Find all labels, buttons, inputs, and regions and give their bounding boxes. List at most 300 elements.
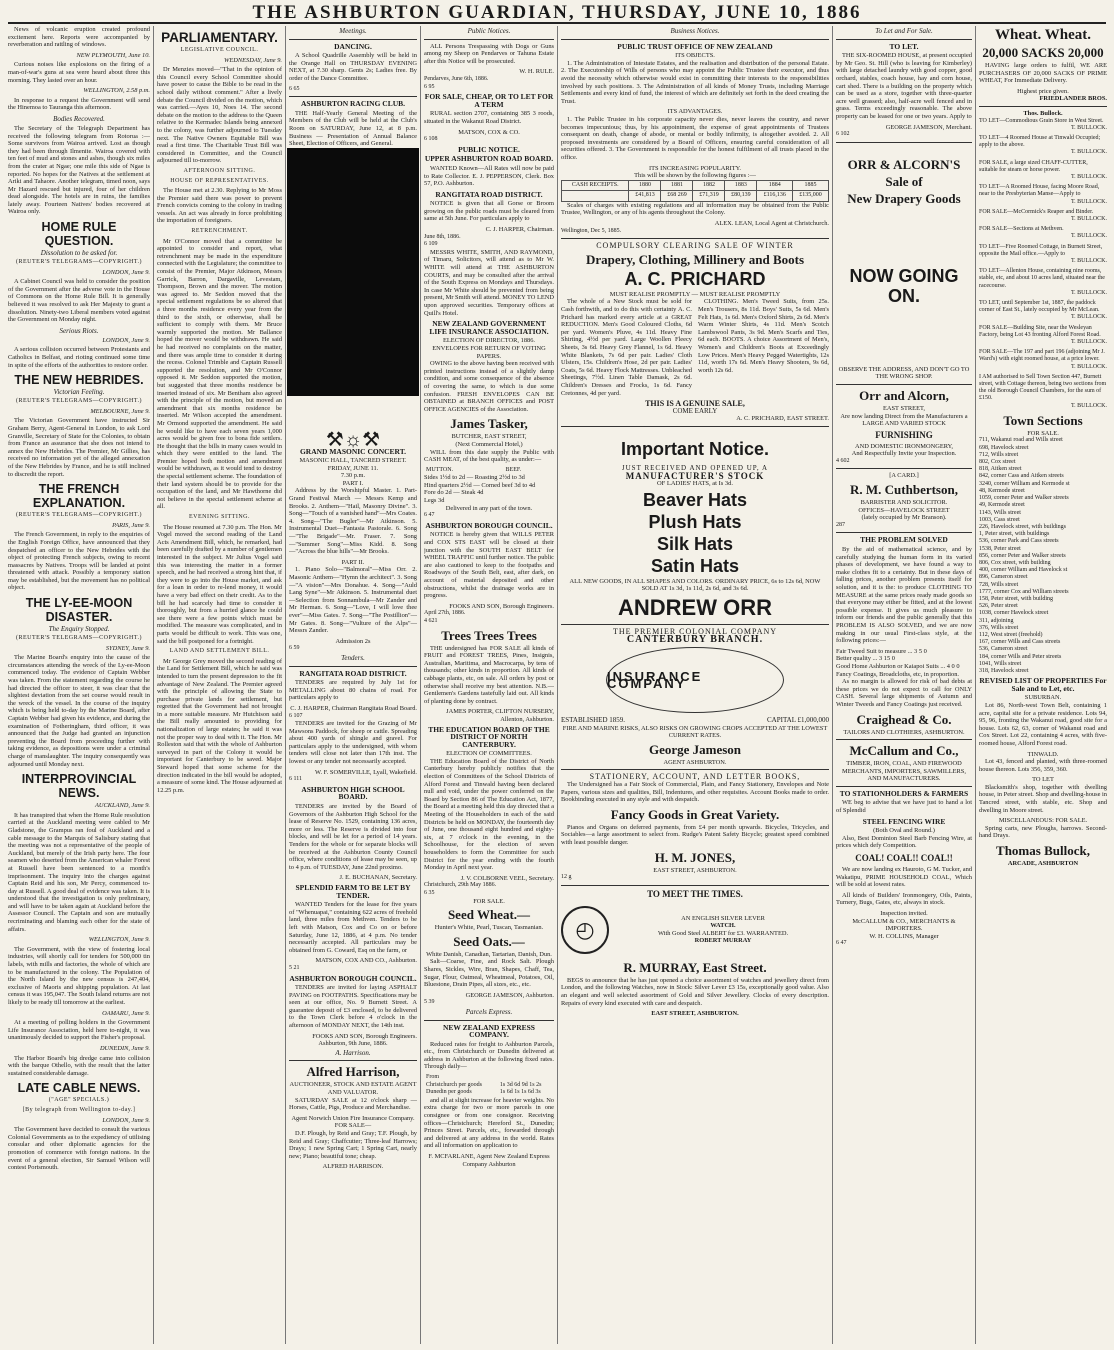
column-bullock (979, 26, 1107, 1344)
ad-kicker: [A CARD.] (889, 472, 919, 480)
ad-text: With Good Steel ALBERT for £3. WARRANTED. (657, 929, 789, 937)
ad-title: REVISED LIST OF PROPERTIES For Sale and to Let, etc. (979, 676, 1107, 693)
ad-signature: McCALLUM & CO., MERCHANTS & IMPORTERS. (852, 917, 956, 933)
ad-text: White Danish, Canadian, Tartarian, Danish, Dun. (426, 950, 552, 958)
ad-text: Hunter's White, Pearl, Tuscan, Tasmanian. (434, 924, 544, 932)
ad-subtitle: Thos. Bullock. (1023, 109, 1063, 117)
section-item: 856, corner Peter and Walker streets (979, 552, 1066, 559)
table-cell: £135,000 (793, 191, 829, 202)
ad-name: ANDREW ORR (618, 594, 772, 620)
rates-values: 1s 3d 6d 9d 1s 2s (499, 1081, 542, 1088)
masthead: THE ASHBURTON GUARDIAN, THURSDAY, JUNE 10, 1886 (8, 2, 1106, 24)
section-item: 400, corner William and Havelock st (979, 567, 1068, 574)
hat-item: Silk Hats (656, 533, 734, 554)
dateline: DUNEDIN, June 9. (99, 1044, 150, 1052)
listing-text: TO LET—Commodious Grain Store in West Street. (979, 117, 1104, 124)
ad-text: By the aid of mathematical science, and by carefully studying the human form in its varied phases of development, we have found a way to make clothes fit to a certainty. But in these days of falling prices, another problem presents itself for solution, and it is the: to produce CLOTHING TO MEASURE at the same prices ready made goods so that everyone may either be fitted, and at the lowest possible expense. It gives us much pleasure to inform our friends and the public generally that this PROBLEM IS ALSO SOLVED, and we are now making in our usual First-class style, at the following prices:— (836, 546, 972, 645)
listing-text: TO LET, until September 1st, 1887, the paddock corner of East St., lately occupied by Mr McLean. (979, 300, 1100, 314)
ad-headline: Sale of (885, 173, 923, 189)
ad-text: OWING to the above having been received with printed instructions instead of a slightly damp condition, and some consequence of the absence of covering the same, to which is due some confusion. FRESH ENVELOPES CAN BE OBTAINED at BRANCH OFFICES and POST OFFICE AGENCIES of the Association. (424, 360, 554, 413)
table-cell: £116,136 (757, 191, 793, 202)
ad-text: Agent Norwich Union Fire Insurance Company. (291, 1114, 415, 1122)
section-label: To Let and For Sale. (875, 27, 933, 35)
ad-code: 6 102 (836, 131, 850, 138)
ad-title: UPPER ASHBURTON ROAD BOARD. (424, 154, 554, 164)
news-paragraph: The Government have decided to consult the various Colonial Governments as to the expediency of utilising consular and other diplomatic agencies for the promotion of commerce with foreign nations. In the event of a general election, Sir Samuel Wilson will contest Portsmouth. (8, 1126, 150, 1172)
subheading: Victorian Feeling. (53, 388, 105, 397)
ad-name: Thomas Bullock, (996, 843, 1090, 859)
ad-signature: F. MCFARLANE, Agent New Zealand Express Company Ashburton (428, 1153, 550, 1168)
list-item (979, 300, 1107, 322)
section-item: 1143, Wills street (979, 509, 1021, 516)
ad-text: Salt—Coarse, Fine, and Rock Salt. Plough Shares, Sickles, Wire, Bran, Shapes, Chaff, Tea, Sugar, Flour, Oatmeal, Wheatmeal, Potatoes, Oil, Bluestone, Drain Pipes, all sizes, etc., etc. (424, 958, 554, 989)
price-line: Good Home Ashburton or Kaiapoi Suits ... 4 0 0 (836, 662, 960, 670)
ad-name: McCallum and Co., (849, 743, 959, 759)
list-item (979, 184, 1107, 206)
ad-title: TO LET. (889, 41, 919, 51)
section-item: 536, corner Park and Cass streets (979, 538, 1059, 545)
ad-text: OF LADIES' HATS, at Is 3d. (656, 480, 734, 488)
news-paragraph: The Marine Board's enquiry into the cause of the circumstances attending the wreck of the Ly-ee-Moon commenced today. The evidence of Captain Webber was taken. From the statement regarding the course he had directed the officer to steer, it was clear that the slightest deviation from the set course would result in the wreck of the vessel. In the course of the inquiry which is being held to-day by the Marine Board, after Captain Webber had given his evidence, and during the examination of Fotheringham, third officer, it was announced that the Judge had granted an injunction preventing the Board from proceeding further with taking evidence, as depositions were under a criminal charge of manslaughter. The inquiry consequently was adjourned until Monday next. (8, 654, 150, 768)
programme-part: PART I. (342, 479, 364, 487)
ad-title: DANCING. (334, 41, 372, 51)
ad-code: June 8th, 1886. (424, 233, 461, 240)
table-header: 1884 (757, 180, 793, 191)
price-line: Fancy Coatings, Broadcloths, etc, in proportion. (836, 670, 960, 678)
ad-name: Craighead & Co. (856, 711, 952, 727)
price-line: Fair Tweed Suit to measure ... 3 5 0 (836, 647, 927, 655)
ad-subtitle: OFFICES—HAVELOCK STREET (858, 506, 950, 514)
ad-title: GRAND MASONIC CONCERT. (299, 446, 407, 456)
programme-part: PART II. (341, 558, 365, 566)
ad-kicker: COMPULSORY CLEARING SALE OF WINTER (596, 241, 794, 251)
section-title: EVENING SITTING. (189, 514, 250, 521)
ad-headline: Town Sections (1003, 412, 1083, 428)
headline-parliamentary: PARLIAMENTARY. (161, 30, 278, 45)
dateline: NEW PLYMOUTH, June 10. (76, 51, 150, 59)
ad-code: 4 621 (424, 617, 438, 624)
ad-signature: W. F. SOMERVILLE, Lyall, Wakefield. (315, 768, 417, 776)
ad-headline: ORR & ALCORN'S (847, 156, 961, 172)
table-header: CASH RECEIPTS. (562, 180, 629, 191)
kicker: (REUTER'S TELEGRAMS—COPYRIGHT.) (15, 635, 143, 642)
ad-subtitle: MISCELLANEOUS: FOR SALE. (998, 817, 1088, 825)
established: ESTABLISHED 1859. (561, 716, 625, 725)
kicker: (REUTER'S TELEGRAMS—COPYRIGHT.) (15, 259, 143, 266)
ad-code: 6 59 (289, 645, 300, 652)
report-paragraph: The House resumed at 7.30 p.m. The Hon. Mr Vogel moved the second reading of the Land Acts Amendment Bill, which, he remarked, had been carefully drafted by a number of gentlemen interested in the subject. Mr Julius Vogel said this was interesting the matter in a former speech, and he had received a strong hint that, if they were to go into the House market, and ask for a loan in order to re-lend money, it would have a very bad effect on their credit. As to the bill he had scarcely had time to consider it thoroughly, but from a hurried glance he could see there were a few points which must be modified. The measure was complicated, and in parts would be difficult to work. This was one, said the bill postponed for a fortnight. (157, 523, 282, 645)
ad-text: WANTED Known—All Rates will now be paid to Rate Collector. E. J. PEPPERSON, Clerk. Box 57, P.O. Ashburton. (424, 164, 554, 188)
table-cell: £68 269 (661, 191, 693, 202)
table-cell: £41,813 (629, 191, 661, 202)
section-item: 698, Havelock street (979, 444, 1029, 451)
ad-signature: MATSON, COX AND CO., Ashburton. (315, 957, 417, 965)
ad-code: 5 21 (289, 964, 300, 971)
column-to-let (836, 26, 972, 1344)
ad-title: SPLENDID FARM TO BE LET BY TENDER. (295, 882, 411, 900)
ad-text: THE undersigned has FOR SALE all kinds of FRUIT and FOREST TREES, Pines, Insignis, Australian, Maritima, and Macrocarpa, by tens of thousands; other kinds in proportion. All kinds of cabbage plants, etc, on sale. All orders by post or otherwise shall receive my best attention. N.B.—Gentlemen's Gardens tastefully laid out. All kinds of planting done by contract. (424, 644, 554, 705)
kicker: ("AGE" SPECIALS.) (48, 1097, 110, 1104)
ad-text: CLOTHING. Men's Tweed Suits, from 25s. Men's Trousers, 8s 11d. Boys' Suits, 5s 6d. Men's Felt Hats, 1s 6d. Men's Oxford Shirts, 2s 6d. Men's Warm Winter Shirts, 4s 11d. Men's Scotch Lambswool Pants, 3s 9d. Men's Scarfs and Ties, 6d each. BOOTS. A choice Assortment of Men's, Women's and Children's Boots at Exceedingly Low Prices. Men's Heavy Pegged Watertights, 12s 11d, worth 17s 6d. Men's Heavy Shooters, 9s 6d, worth 12s 6d. (698, 298, 829, 374)
ad-subtitle: AUCTIONEER, STOCK AND ESTATE AGENT AND VALUATOR. (289, 1081, 417, 1097)
ad-text: The whole of a New Stock must be sold for Cash forthwith, and to do this with certainty A. C. Prichard has marked every article at a GREAT REDUCTION. Men's Good Coloured Cloths, 6d per yard. Women's Pluve, 4s 11d. Heavy Fine Shirting, 4½d per yard. Large Woollen Fleecy Sheets, 3s 6d. Heavy Grey Flannel, 1s 6d. Heavy White Blankets, 7s 6d per pair. Ladies' Cloth Ulsters, 15s. Children's Hose, 2d per pair. Ladies' Coats, 5s 6d. Heavy Flock Mattresses. Unbleached Sheetings, 7½d. Linen Table Damask, 2s 6d. Children's Dresses and Frocks, 1s 6d. Fancy Cretonnes, 4d per yard. (561, 298, 692, 397)
list-item (979, 118, 1107, 132)
programme-items: Address by the Worshipful Master. 1. Part-Grand Festival March — Messrs Kemp and Brooks. 2. Anthem—"Hail, Masonry Divine". 3. Song—"Touch of a vanished hand"—Mrs Coates. 4. Song—"The Bugler"—Mr Atkinson. 5. Instrumental Duet—Fantasia Pastorale. 6. Song—"The Brigade"—Mr. Fraser. 7. Song—"Summer Song"—Miss Kidd. 8. Song—"Across the blue hills"—Mr Brooks. (289, 487, 417, 556)
ad-signature: ALEX. LEAN, Local Agent at Christchurch. (714, 220, 829, 228)
section-item: 318, Havelock street (979, 667, 1029, 674)
dateline: OAMARU, June 9. (102, 1009, 150, 1017)
ad-text: Blacksmith's shop, together with dwelling house, in Peter street. Shop and dwelling-house in Tancred street, with stable, etc. Shop and dwelling in Moore street. (979, 783, 1107, 814)
kicker: (REUTER'S TELEGRAMS—COPYRIGHT.) (15, 512, 143, 519)
section-title: AFTERNOON SITTING. (183, 167, 256, 174)
ad-title: Seed Wheat.— (447, 907, 531, 923)
ad-callout: THIS IS A GENUINE SALE, (645, 399, 745, 409)
news-paragraph: It has transpired that when the Home Rule resolution carried at the Auckland meeting were cabled to Mr Gladstone, the Grampus ran foul of Auckland and a cable message to the Marquis of Salisbury stating that the meeting was not a representative of the people of Auckland, but merely of the Irish party here. The four seamen who deserted from the American whaler Forest at Russell have been sentenced to a month's imprisonment. The inquiry into the charges against Captain Reid and his son, Mr Percy, commenced to-day at Russell. A good deal of evidence was taken. It is understood that the investigation is only preliminary, and will have to be taken again at Auckland before the Assessor Council. The Captain and son are mutually recriminating and blaming each other for the state of affairs. (8, 811, 150, 933)
ad-subtitle: FURNISHING (875, 429, 933, 440)
dateline: WELLINGTON, 2.58 p.m. (83, 87, 150, 95)
column-news (8, 26, 150, 1344)
section-item: 112, West street (freehold) (979, 631, 1043, 638)
ad-text: TENDERS are invited for laying ASPHALT PAVING on FOOTPATHS. Specifications may be seen at our office, No. 9 Burnett Street. A guarantee deposit of £3 enclosed, to be delivered to the Town Clerk before 4 o'clock in the afternoon of MONDAY NEXT, the 14th inst. (289, 984, 417, 1030)
rates-label: Christchurch per goods (426, 1081, 482, 1088)
section-label: Public Notices. (467, 27, 511, 35)
rates-table (424, 1074, 554, 1097)
ad-subtitle: ELECTION OF COMMITTEES. (446, 750, 532, 758)
ad-text: SATURDAY SALE at 12 o'clock sharp —Horses, Cattle, Pigs, Produce and Merchandise. (289, 1096, 417, 1112)
ad-name: George Jameson (648, 741, 742, 757)
ad-code: 6 109 (424, 241, 438, 248)
ad-text: NOTICE is given that all Gorse or Broom growing on the public roads must be cleared from same at 5th June. For particulars apply to (424, 200, 554, 223)
listing-text: TO LET—Allenton House, containing nine rooms, stable, etc, and about 10 acres land, situated near the racecourse. (979, 268, 1105, 289)
section-item: 728, Wills street (979, 581, 1019, 588)
list-item (979, 244, 1107, 266)
section-label: Tenders. (341, 653, 365, 662)
price-row: Hind quarters 2½d — Corned beef 3d to 4d (424, 481, 536, 489)
ad-text: Delivered in any part of the town. (445, 504, 533, 512)
ad-subtitle: (Next Commercial Hotel,) (455, 440, 523, 448)
ad-signature: EAST STREET, ASHBURTON. (651, 1010, 739, 1018)
dateline: WELLINGTON, June 9. (88, 936, 150, 944)
listing-text: FOR SALE, a large sized CHAFF-CUTTER, suitable for steam or horse power. (979, 159, 1088, 173)
ad-title: TO STATIONHOLDERS & FARMERS (839, 788, 969, 798)
ad-title: THE PREMIER COLONIAL COMPANY (612, 626, 778, 636)
ad-signature: T. BULLOCK. (1070, 258, 1107, 265)
ad-text: Spring carts, new Ploughs, harrows. Second-hand Drays. (979, 824, 1107, 840)
section-label: Meetings. (339, 27, 367, 35)
kicker: (REUTER'S TELEGRAMS—COPYRIGHT.) (15, 398, 143, 405)
table-header: 1882 (693, 180, 725, 191)
list-item (979, 268, 1107, 297)
ad-subtitle: ENVELOPES FOR RETURN OF VOTING PAPERS. (432, 344, 546, 360)
section-title: RETRENCHMENT. (191, 228, 248, 235)
ad-signature: T. BULLOCK. (1070, 289, 1107, 296)
ad-code: 287 (836, 521, 845, 528)
column-public-notices (424, 26, 554, 1344)
listing-text: FOR SALE—The 197 and part 196 (adjoining Mr J. Ward's) with eight roomed house, at a price lower. (979, 349, 1105, 363)
ad-text: Lot 86, North-west Town Belt, containing 1 acre, capital site for a private residence. Lots 94, 95, 96, fronting the Wakanui road, good site for a house. Lots 62, 63, corner of Wakanui road and Cox Street. Lot 22, containing 4 acres, with five-roomed house, Alford Forest road. (979, 701, 1107, 747)
ad-code: 6 108 (424, 136, 438, 143)
ad-text: Lot 43, fenced and planted, with three-roomed house thereon. Lots 356, 359, 360. (979, 758, 1107, 773)
section-item: 712, Wills street (979, 451, 1019, 458)
table-header: 1885 (793, 180, 829, 191)
ad-signature: T. BULLOCK. (1070, 216, 1107, 222)
ad-text: TENDERS are invited for the Grazing of Mr Mawsons Paddock, for sheep or cattle. Spreading about 400 yards of shingle and gravel. For particulars apply to the undersigned, with whom tenders will close not later than 17th inst. The lowest or any tender not necessarily accepted. (289, 720, 417, 766)
list-item (979, 226, 1107, 240)
ad-subtitle: EAST STREET, (882, 404, 925, 412)
ad-code: Pendarves, June 6th, 1886. (424, 75, 489, 82)
ad-signature: T. BULLOCK. (1070, 149, 1107, 156)
ad-text: OBSERVE THE ADDRESS, AND DON'T GO TO THE WRONG SHOP. (838, 365, 970, 381)
headline-interprovincial: INTERPROVINCIAL NEWS. (21, 772, 137, 801)
ad-text: All kinds of Builders' Ironmongery, Oils, Paints, Turnery, Bugs, Gates, etc, always in stock. (836, 891, 972, 907)
capital: CAPITAL £1,000,000 (767, 716, 829, 725)
table-cell: £80,139 (725, 191, 757, 202)
ad-signature: T. BULLOCK. (1070, 173, 1107, 180)
ad-name: R. M. Cuthbertson, (850, 482, 958, 498)
ad-text: (lately occupied by Mr Branson). (861, 514, 947, 522)
masonic-emblem-icon: ⚒☼⚒ (325, 428, 381, 451)
section-item: 818, Aitken street (979, 466, 1022, 473)
ad-code: Wellington, Dec 5, 1885. (561, 227, 622, 234)
ad-text: WILL from this date supply the Public with CASH MEAT, of the best quality, as under:— (424, 448, 554, 464)
ad-subtitle: TIMBER, IRON, COAL, AND FIREWOOD MERCHANTS, IMPORTERS, SAWMILLERS, AND MANUFACTURERS. (842, 760, 966, 783)
dateline: LONDON, June 9. (102, 1116, 150, 1124)
ad-text: TENDERS are required by July 1st for METALLING about 80 chains of road. For particulars apply to (289, 679, 417, 702)
column-parliamentary (157, 26, 282, 1344)
intro-text: News of volcanic eruption created profound excitement here. Reports were accompanied by reverberation and rattling of windows. (8, 26, 150, 49)
ad-subtitle: TAILORS AND CLOTHIERS, ASHBURTON. (843, 728, 965, 736)
dateline: SYDNEY, June 9. (105, 644, 150, 652)
news-paragraph: A Cabinet Council was held to consider the position of the Government after the adverse vote in the House of Commons on the Home Rule Bill. It is generally believed it was resolved to ask Her Majesty to grant a dissolution. Ninety-two Liberal members voted against the Government on Monday night. (8, 278, 150, 324)
ad-text: BEGS to announce that he has just opened a choice assortment of watches and jewellery direct from London, and the following Watches, now in Stock: Silver Lever £3 15s, exceptionally good value. Also an elegant and well selected assortment of Gold and Silver Jewellery. Clocks of every description. Repairs of every kind executed with care and despatch. (561, 976, 829, 1007)
ad-text: and all at slight increase for heavier weights. No extra charge for two or more parcels in one consignee or from one consignor. Receiving offices—Christchurch; Hereford St., Dunedin; Princes Street. Parcels, etc., forwarded through and delivered at any address in the world. Rates and all information on application to (424, 1096, 554, 1150)
table-header: 1881 (661, 180, 693, 191)
ad-signature: GEORGE JAMESON, Merchant. (885, 123, 972, 131)
ad-title: James Tasker, (450, 416, 528, 432)
headline-lyeemoon: THE LY-EE-MOON DISASTER. (25, 596, 133, 625)
ad-title: ASHBURTON HIGH SCHOOL BOARD. (301, 784, 405, 802)
section-item: 711, Wakanui road and Wills street (979, 437, 1063, 444)
list-item (979, 135, 1107, 157)
ad-code: 12 g (561, 874, 572, 881)
section-item: 1003, Cass street (979, 516, 1020, 523)
ad-text: THE Education Board of the District of North Canterbury hereby publicly notifies that the election of Committees of the School Districts of Alford Forest and Tinwald having been declared null and void, under the power conferred on the Board by Section 86 of The Education Act, 1877, the Board at a meeting held this day directed that a Meeting of the Householders in each of the said Districts be held on MONDAY, the fourteenth day of June, one thousand eight hundred and eighty-six, at 7 o'clock in the evening, in the Schoolhouse, for the election of seven householders to form the Committee for such District for the year ending with the fourth Monday in April next year. (424, 757, 554, 872)
section-item: 158, Peter street, with building (979, 595, 1053, 602)
ad-text: THE SIX-ROOMED HOUSE, at present occupied by Mr Geo. St. Hill (who is leaving for Kimberley) with large detached laundry with good copper, good orchard, stables, coach house, hay and corn house, cart shed. There is a building on the property which can be used as a store, together with three-quarter acre well grassed; also, half-acre well fenced and in grass. Terms exceedingly reasonable. The above property can be leased for one or two years. Apply to (836, 52, 972, 120)
ad-signature: FRIEDLANDER BROS. (1039, 95, 1107, 103)
ad-subtitle: ELECTION OF DIRECTOR, 1886. (442, 337, 535, 345)
ad-text: HAVING large orders to fulfil, WE ARE PURCHASERS OF 20,000 SACKS OF PRIME WHEAT, For Immediate Delivery. (979, 62, 1107, 85)
price-col-header: BEEF. (505, 466, 522, 473)
ad-title: TO MEET THE TIMES. (647, 888, 743, 899)
section-item: 802, Cox street (979, 459, 1016, 466)
subheading: Serious Riots. (59, 326, 99, 335)
ad-signature: T. BULLOCK. (1070, 402, 1107, 409)
section-item: 49, Kermode street (979, 502, 1025, 509)
ad-text: ALL NEW GOODS, IN ALL SHAPES AND COLORS. ORDINARY PRICE, 6s to 12s 6d, NOW SOLD AT 1s 3d, 1s 11d, 2s 6d, and 3s 6d. (569, 577, 821, 593)
ad-text: This will be shown by the following figures :— (634, 172, 756, 180)
section-label: Parcels Express. (465, 1007, 513, 1016)
receipts-table (561, 180, 829, 202)
listing-text: FOR SALE—McCormick's Reaper and Binder. (979, 208, 1094, 215)
ad-title: STEEL FENCING WIRE (862, 816, 946, 826)
list-item (979, 160, 1107, 182)
ad-text: Also, Best Dominion Steel Barb Fencing Wire, at prices which defy Competition. (836, 834, 972, 850)
ad-name: H. M. JONES, (654, 849, 736, 865)
ad-text: ALL Persons Trespassing with Dogs or Guns among my Sheep on Pendarves or Tahuna Estate after this Notice will be prosecuted. (424, 42, 554, 65)
ad-subtitle: AND DOMESTIC IRONMONGERY, (854, 442, 954, 450)
ad-title: NEW ZEALAND EXPRESS COMPANY. (443, 1022, 535, 1040)
ad-subtitle: AN ENGLISH SILVER LEVER (681, 914, 765, 922)
ad-code: 6 47 (836, 940, 847, 947)
ad-subtitle: ARCADE, ASHBURTON (1007, 860, 1079, 868)
ad-callout: COME EARLY (672, 406, 718, 415)
section-item: 1777, corner Cox and William streets (979, 588, 1069, 595)
section-item: 526, Peter street (979, 603, 1018, 610)
ad-headline: Drapery, Clothing, Millinery and Boots (585, 251, 805, 267)
ad-code: 6 47 (424, 512, 435, 519)
ad-subtitle: FOR SALE. (473, 897, 505, 905)
ad-text: Inspection invited. (880, 910, 928, 917)
table-cell: £71,319 (693, 191, 725, 202)
report-paragraph: Dr Menzies moved—"That in the opinion of this Council every School Committee should have power to cause the Bible to be read in the school daily without comment." After a lively debate the Council divided on the motion, which was carried.—Ayes 10, Noes 14. The second debate on the motion to the address to the Queen relative to the Kermadec Islands being annexed to the colony, was further adjourned to Tuesday next. The Native Owners Equitable Bill was read a first time. The Charitable Trust Bill was considered in Committee, and the Council adjourned till to-morrow. (157, 66, 282, 165)
ad-text: MESSRS WHITE, SMITH, AND RAYMOND, of Timaru, Solicitors, will attend as to Mr W. WHITE will attend at THE ASHBURTON COURTS, and may be consulted after the arrival of the South Express on Mondays and Thursdays. In case Mr White should be prevented from being present, Mr Smith will attend. MONEY TO LEND upon approved securities. Temporary offices at Quill's Hotel. (424, 248, 554, 317)
ad-title: RANGITATA ROAD DISTRICT. (299, 668, 407, 678)
ad-text: As no margin is allowed for risk of bad debts at these prices we do not expect to call for ONLY CASH. Several large shipments of Autumn and Winter Tweeds and Fancy Coatings just received. (836, 678, 972, 708)
ad-subtitle: FOR SALE. (1027, 429, 1059, 437)
ad-title: RANGITATA ROAD DISTRICT. (435, 189, 543, 199)
sections-list (979, 437, 1107, 675)
section-item: 842, corner Cass and Aitken streets (979, 473, 1064, 480)
listing-text: TO LET—Five Roomed Cottage, in Burnett Street, opposite the Mail office.—Apply to (979, 243, 1103, 257)
ad-signature: T. BULLOCK. (1070, 363, 1107, 370)
news-paragraph: The Harbor Board's big dredge came into collision with the barque Othello, with the result that the latter sustained considerable damage. (8, 1054, 150, 1077)
section-title: HOUSE OF REPRESENTATIVES. (170, 177, 269, 184)
report-paragraph: Mr George Grey moved the second reading of the Land for Settlement Bill, which he said was intended to turn the present depression to the fit advantage of New Zealand. The Premier agreed with the principle of allowing the State to purchase private lands for settlement, but regretted that the Government had not brought in a more suitable measure. Mr Hutchison said the Bill really amounted to providing for nationalization of large estates; he said it was not the proper way to deal with it. The Hon. Mr Rolleston said that with the whole of Ashburton surveyed in part of the Colony it would be important for Canterbury to be saved. Major Steward hoped that some scheme for the direction indicated in the bill would be adopted, a measure of some kind. The House adjourned at 12.25 p.m. (157, 657, 282, 794)
ad-signature: ALFRED HARRISON. (322, 1163, 384, 1171)
ad-signature: ROBERT MURRAY (694, 937, 752, 945)
list-item (979, 325, 1107, 347)
subheading: Dissolution to be asked for. (40, 249, 118, 258)
ad-signature: FOOKS AND SON, Borough Engineers. (312, 1032, 417, 1040)
ad-signature: JAMES PORTER, CLIFTON NURSERY, Allenton, Ashburton. (446, 708, 554, 723)
ad-subtitle: AGENT ASHBURTON. (663, 758, 727, 766)
ad-subtitle: CANTERBURY BRANCH. (626, 633, 764, 645)
section-item: 1038, corner Havelock street (979, 610, 1049, 617)
headline-new-hebrides: THE NEW HEBRIDES. (14, 373, 144, 388)
pocket-watch-icon: ◴ (561, 906, 609, 954)
ad-title: THE EDUCATION BOARD OF THE DISTRICT OF NORTH CANTERBURY. (428, 724, 550, 749)
section-item: 1, Peter street, with buildings (979, 531, 1050, 538)
ad-code: Christchurch, 29th May 1886. (424, 882, 497, 889)
venue: MASONIC HALL, TANCRED STREET. (299, 457, 407, 465)
ad-subtitle: (Both Oval and Round.) (873, 827, 935, 835)
ad-signature: FOOKS AND SON, Borough Engineers. (449, 602, 554, 610)
ad-text: WE beg to advise that we have just to hand a lot of Splendid (836, 799, 972, 815)
hat-item: Satin Hats (650, 555, 740, 576)
ad-signature: T. BULLOCK. (1070, 233, 1107, 240)
ad-title: STATIONERY, ACCOUNT, AND LETTER BOOKS, (589, 772, 801, 782)
ad-headline: Wheat. Wheat. (995, 27, 1091, 43)
date: FRIDAY, JUNE 11. (327, 464, 379, 472)
ad-title: PUBLIC NOTICE. (458, 144, 520, 154)
news-paragraph: The Victorian Government have instructed Sir Graham Berry, Agent-General in London, to ask Lord Granville, Secretary of State for the Colonies, to obtain from France an assurance that she does not intend to annex the New Hebrides. The Premier, Mr Gillies, has received no information yet of the alleged annexation of the New Hebrides by France, and he is still inclined to discredit the report. (8, 417, 150, 478)
section-item: 184, corner Wills and Peter streets (979, 653, 1062, 660)
ad-subtitle: ITS ADVANTAGES. (667, 108, 723, 116)
ad-subtitle: EAST STREET, ASHBURTON. (653, 866, 737, 874)
ad-subtitle: WATCH. (710, 922, 736, 930)
section-label: A. Harrison. (335, 1048, 371, 1057)
ad-title: FOR SALE, CHEAP, OR TO LET FOR A TERM (424, 92, 554, 109)
ad-signature: T. BULLOCK. (1070, 124, 1107, 131)
news-paragraph: A serious collision occurred between Protestants and Catholics in Belfast, and rioting continued some time in spite of the efforts of the authorities to restore order. (8, 346, 150, 369)
ad-headline: 20,000 SACKS 20,000 (982, 45, 1104, 60)
ad-title: Trees Trees Trees (441, 627, 537, 643)
section-item: 1041, Wills street (979, 660, 1022, 667)
ad-office: Ashburton, 9th June, 1886. (318, 1040, 388, 1048)
ad-subtitle: BARRISTER AND SOLICITOR. (860, 499, 948, 507)
ad-title: PUBLIC TRUST OFFICE OF NEW ZEALAND (617, 41, 773, 51)
dateline: PARIS, June 9. (112, 521, 150, 529)
section-title: LAND AND SETTLEMENT BILL. (169, 648, 270, 655)
price-col-header: MUTTON. (426, 466, 454, 473)
ad-subtitle: SUBURBAN. (1024, 694, 1062, 702)
ad-headline: New Drapery Goods (847, 190, 961, 206)
headline-french: THE FRENCH EXPLANATION. (32, 482, 126, 511)
dateline: LONDON, June 9. (102, 336, 150, 344)
ad-code: 5 39 (424, 999, 435, 1006)
ad-text: NOTICE is hereby given that WILLS PETER and COX STS EAST will be closed at their junction with the SOUTH EAST BELT for WHEEL TRAFFIC until further notice. The public are also cautioned to keep to the footpaths and Roadways of the South Belt, east, after dark, on account of material deposited and other obstructions, whilst the drainage works are in progress. (424, 531, 554, 600)
ad-title: ASHBURTON BOROUGH COUNCIL. (425, 520, 553, 530)
section-item: 167, corner Wills and Cass streets (979, 639, 1061, 646)
ad-text: JUST RECEIVED AND OPENED UP, A (621, 463, 769, 472)
ad-signature: J. V. COLBORNE VEEL, Secretary. (460, 874, 554, 882)
headline-late-cable: LATE CABLE NEWS. (17, 1081, 141, 1096)
list-item (979, 349, 1107, 371)
ad-subtitle: ITS OBJECTS. (675, 52, 715, 60)
headline-home-rule: HOME RULE QUESTION. (41, 220, 117, 249)
ad-text: Scales of charges with existing regulations and all information may be obtained from the Public Trustee, Wellington, or any of his agents throughout the Colony. (561, 201, 829, 217)
ad-text: A School Quadrille Assembly will be held in the Orange Hall on THURSDAY EVENING NEXT, at 7.30 sharp. Gents 2s; Ladies free. By order of the Dance Committee. (289, 52, 417, 82)
news-paragraph: The Secretary of the Telegraph Department has received the following telegram from Rotorua :— Some survivors from Wairoa arrived. Lost as though they had been through Ilmenite. Wairoa covered with ten feet of mud and stones and ashes, though six miles from the crater at Ngae; one mile this side of Ngae is reported. No hopes for the Natives at the settlement at Ariki and Tahaore. Another telegram, timed noon, says Mr Hazard rescued but injured, four of her children dead alongside. The hotels are in ruins, the families lately away. Fourteen Natives' bodies recovered at Wairoa only. (8, 124, 150, 216)
ad-text: Reduced rates for freight to Ashburton Parcels, etc., from Christchurch or Dunedin delivered at address in Ashburton at the following fixed rates. Through daily— (424, 1040, 554, 1071)
programme-items: 1. Piano Solo—"Balmoral"—Miss Orr. 2. Masonic Anthem—"Hymn the architect". 3. Song—"A vision"—Mrs Donahue. 4. Song—"Auld Lang Syne"—Mr Atkinson. 5. Instrumental duet—Selection from Sonnambula—Mr Zander and Mr Herman. 6. Song—"Love, I will love thee ever"—Miss Gates. 7. Song—"The Postillion"—Mr Gates. 8. Song—"Vulture of the Alps"—Messrs Zander. (289, 566, 417, 635)
ad-text: THE Half-Yearly General Meeting of the Members of the Club will be held at the Club's Room on SATURDAY, June 12, at 8 p.m. Business — Presentation of Annual Balance Sheet, Election of Officers, and General. (289, 109, 417, 148)
ad-code: 6 65 (289, 85, 300, 92)
price-row: Legs 3d (424, 497, 445, 505)
admission: Admission 2s (335, 637, 371, 645)
list-item (979, 209, 1107, 223)
report-paragraph: Mr O'Connor moved that a committee be appointed to consider and report, what retrenchment may be made in the expenditure connected with the Legislature; the committee to consist of the Premier, Major Atkinson, Messrs Garrick, Barron, Dargaville, Levestam, Thompson, Brown and the mover. The motion was agreed to. Mr Seddon moved that the special settlement regulations be so altered that a three months residence every year from the third to the sixth, or otherwise, shall be sufficient to comply with them. Mr Bruce warmly supported the motion. Mr Ballance hoped the mover would be withdrawn. He said he had received no complaints on the matter, and there was ample time to consider it during the recess. Colonel Trimble and Captain Russell supported the resolution, and Mr O'Connor opposed it. Mr Seddon supported the motion, but suggested that three months residence be inserted instead of six. Mr Bentham also agreed with the principle of the motion, but moved an amendment that six months residence be inserted. Mr Wilson accepted the amendment. Mr Ormond supported the amendment. He said he would like to have each seven years 1,000 acres would be given free to bona fide settlers. He thought that the bills in many cases would in which they were entitled to the land. The Premier hoped both motion and amendment would be withdrawn, as it would tend to destroy the special settlement scheme. The foundation of their land system should be to provide for the occupation of the land, and Mr Hawthorne did not believe in the special settlement scheme at all. (157, 237, 282, 511)
ad-text: TENDERS are invited by the Board of Governors of the Ashburton High School for the lease of Reserve No. 1529, containing 136 acres, more or less. The Reserve is divided into four blocks, and will be let for a period of 14 years. Tenders for the whole or for separate blocks will be received at the Ashburton County Council office, where conditions of lease may be seen, up to 4 p.m. of TUESDAY, June 22nd proximo. (289, 803, 417, 871)
ad-text: We are now landing ex Hauroto, G M. Tucker, and Wakatipu, PRIME HOUSEHOLD COAL, Which will be sold at lowest rates. (836, 866, 972, 889)
subheading: The Enquiry Stopped. (48, 625, 110, 634)
ad-title: ASHBURTON BOROUGH COUNCIL. (289, 973, 417, 983)
section-item: 1538, Peter street (979, 545, 1021, 552)
ad-text: RURAL section 2707, containing 385 3 roods, situated in the Wakanui Road District. (424, 110, 554, 125)
ad-signature: J. E. BUCHANAN, Secretary. (339, 874, 417, 882)
table-header: 1880 (629, 180, 661, 191)
dateline: LONDON, June 9. (102, 268, 150, 276)
ad-text: Pianos and Organs on deferred payments, from £4 per month upwards. Bicycles, Tricycles, and Sociables—a large assortment to select from. Rudge's Patent Safety Bicycle; greatest speed combined with least possible danger. (561, 823, 829, 847)
price-table (424, 467, 554, 475)
hat-item: Beaver Hats (642, 489, 748, 510)
section-title: LEGISLATIVE COUNCIL. (180, 47, 259, 53)
ad-code: 6 111 (289, 776, 303, 783)
insurance-banner: INSURANCE COMPANY (606, 647, 784, 713)
ad-signature: A. C. PRICHARD, EAST STREET. (736, 415, 829, 423)
ad-text: MANUFACTURER'S STOCK (625, 470, 765, 481)
